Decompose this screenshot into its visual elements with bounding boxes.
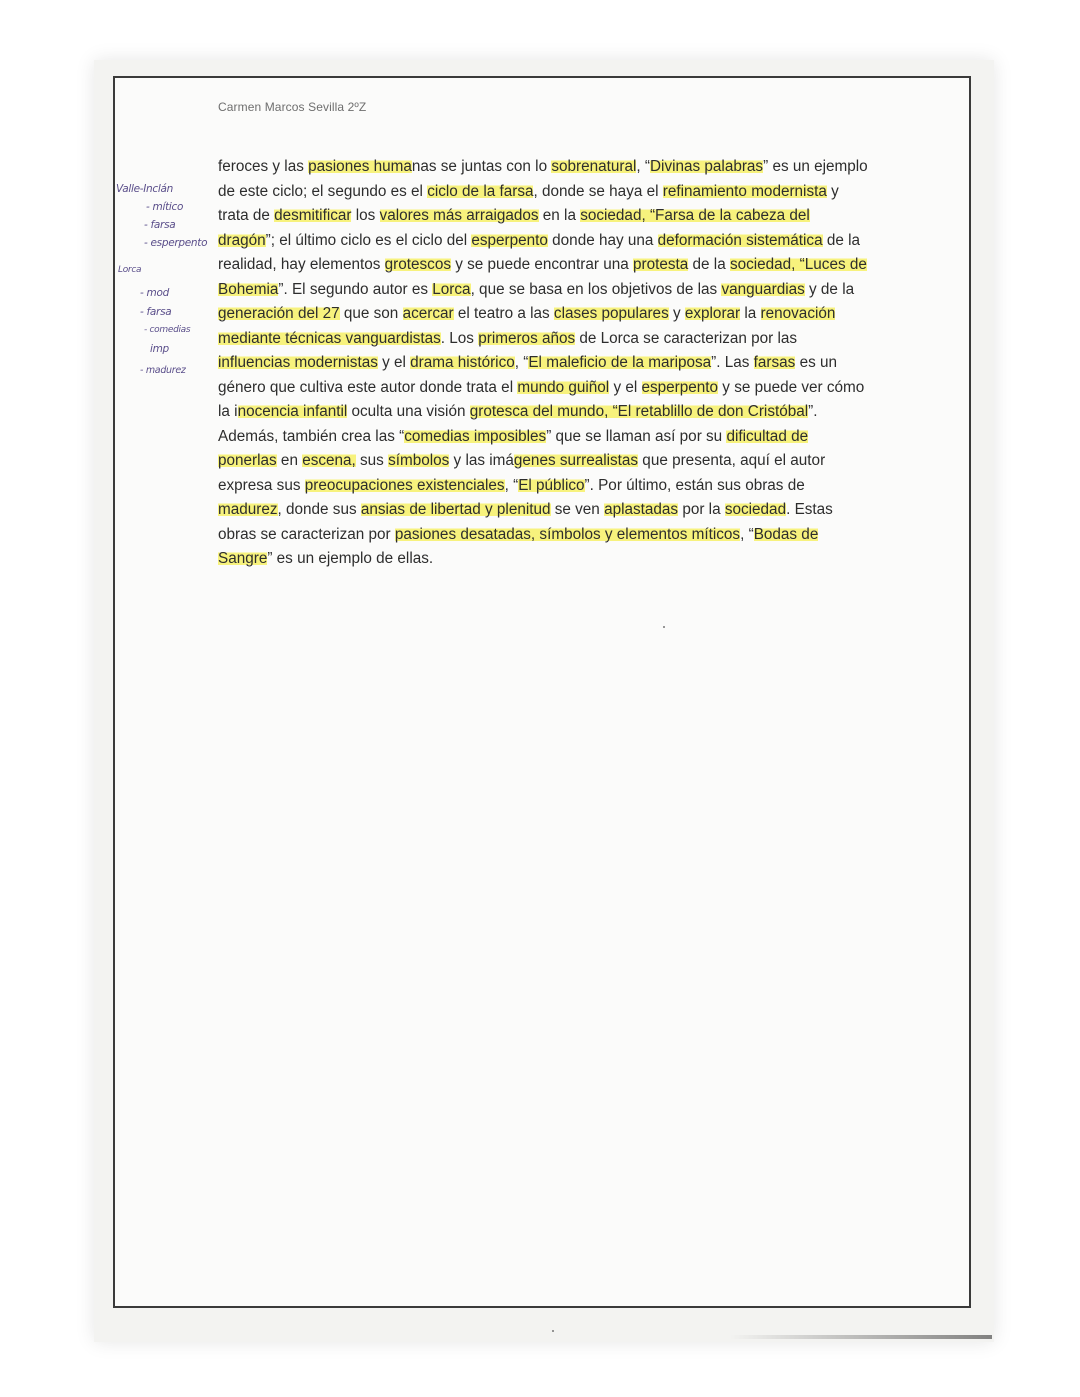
text-run: , “ bbox=[740, 525, 754, 543]
highlighted-text: farsas bbox=[753, 354, 796, 371]
text-run: de la realidad, hay elementos bbox=[218, 231, 861, 273]
text-run: se ven bbox=[550, 501, 605, 518]
text-run: y de la bbox=[804, 280, 855, 298]
margin-note: Valle-Inclán bbox=[116, 183, 173, 195]
highlighted-text: comedias imposibles bbox=[404, 427, 547, 445]
text-run: de Lorca se caracterizan por las bbox=[575, 329, 798, 347]
text-run: en la bbox=[538, 207, 581, 224]
text-run: el teatro a las bbox=[453, 305, 554, 322]
highlighted-text: drama histórico bbox=[410, 354, 515, 371]
highlighted-text: El público bbox=[518, 476, 585, 494]
margin-note: - comedias bbox=[144, 325, 191, 335]
highlighted-text: explorar bbox=[684, 305, 741, 322]
speck bbox=[663, 626, 665, 628]
text-run: en bbox=[276, 452, 303, 469]
margin-note: imp bbox=[150, 343, 169, 355]
essay-paragraph bbox=[218, 155, 868, 572]
speck bbox=[552, 1330, 554, 1332]
text-run: , donde sus bbox=[277, 501, 361, 518]
text-run: ” es un ejemplo de ellas. bbox=[267, 550, 434, 567]
text-run: y el bbox=[609, 378, 642, 396]
highlighted-text: deformación sistemática bbox=[657, 231, 823, 249]
highlighted-text: sociedad, “Luces de Bohemia bbox=[218, 256, 867, 298]
text-run: nas se juntas con lo bbox=[411, 158, 552, 175]
text-run: que son bbox=[339, 305, 403, 322]
highlighted-text: El maleficio de la mariposa bbox=[528, 354, 712, 371]
text-run: ”. Además, también crea las “ bbox=[218, 403, 818, 445]
highlighted-text: vanguardias bbox=[721, 280, 805, 298]
highlighted-text: influencias modernistas bbox=[218, 354, 378, 371]
margin-note: - madurez bbox=[140, 365, 186, 376]
highlighted-text: Divinas palabras bbox=[650, 158, 764, 175]
text-run: ” que se llaman así por su bbox=[546, 427, 727, 445]
highlighted-text: primeros años bbox=[478, 329, 576, 347]
highlighted-text: dificultad de ponerlas bbox=[218, 427, 809, 469]
text-run: ” es un ejemplo de este ciclo; el segundo es el bbox=[218, 158, 868, 200]
text-run: y las imá bbox=[449, 452, 514, 469]
text-run: y se puede encontrar una bbox=[451, 256, 633, 273]
margin-note: - mod bbox=[140, 287, 169, 299]
highlighted-text: pasiones desatadas, símbolos y elementos míticos bbox=[394, 525, 741, 543]
highlighted-text: grotesca del mundo, “El retablillo de don Cristóbal bbox=[469, 403, 809, 420]
text-run: ”. Por último, están sus obras de bbox=[584, 476, 805, 494]
highlighted-text: protesta bbox=[633, 256, 689, 273]
text-run: que presenta, aquí el autor expresa sus bbox=[218, 452, 826, 494]
text-run: , “ bbox=[514, 354, 529, 371]
text-run: es un género que cultiva este autor donde trata el bbox=[218, 354, 837, 396]
text-run: de la bbox=[688, 256, 730, 273]
margin-note: - farsa bbox=[140, 306, 172, 318]
paper-edge-shadow bbox=[730, 1335, 992, 1339]
highlighted-text: grotescos bbox=[384, 256, 451, 273]
text-run: . Los bbox=[440, 329, 479, 347]
text-run: donde hay una bbox=[547, 231, 658, 249]
highlighted-text: generación del 27 bbox=[218, 305, 340, 322]
essay-body bbox=[218, 155, 868, 572]
text-run: y trata de bbox=[218, 182, 839, 224]
highlighted-text: sociedad, “Farsa de la cabeza del dragón bbox=[218, 207, 810, 249]
text-run: ”; el último ciclo es el ciclo del bbox=[265, 231, 472, 249]
text-run: por la bbox=[678, 501, 725, 518]
highlighted-text: valores más arraigados bbox=[379, 207, 539, 224]
text-run: , que se basa en los objetivos de las bbox=[470, 280, 722, 298]
highlighted-text: renovación mediante técnicas vanguardistas bbox=[218, 305, 836, 347]
highlighted-text: clases populares bbox=[553, 305, 669, 322]
margin-note: - farsa bbox=[144, 219, 176, 231]
text-run: y se puede ver cómo la i bbox=[218, 378, 865, 420]
highlighted-text: aplastadas bbox=[604, 501, 679, 518]
text-run: sus bbox=[355, 452, 389, 469]
highlighted-text: acercar bbox=[402, 305, 454, 322]
text-run: ”. El segundo autor es bbox=[278, 280, 433, 298]
margin-note: - mítico bbox=[146, 201, 184, 213]
highlighted-text: sobrenatural bbox=[551, 158, 637, 175]
highlighted-text: madurez bbox=[218, 501, 278, 518]
text-run: oculta una visión bbox=[347, 403, 470, 420]
highlighted-text: preocupaciones existenciales bbox=[304, 476, 505, 494]
text-run: , “ bbox=[636, 158, 650, 175]
margin-note: - esperpento bbox=[144, 237, 208, 249]
highlighted-text: mundo guiñol bbox=[517, 378, 610, 396]
text-run: la bbox=[740, 305, 761, 322]
highlighted-text: símbolos bbox=[388, 452, 450, 469]
highlighted-text: desmitificar bbox=[274, 207, 352, 224]
author-header: Carmen Marcos Sevilla 2ºZ bbox=[218, 100, 367, 114]
text-run: , donde se haya el bbox=[533, 182, 663, 200]
highlighted-text: ciclo de la farsa bbox=[427, 182, 534, 200]
highlighted-text: genes surrealistas bbox=[513, 452, 639, 469]
highlighted-text: Lorca bbox=[432, 280, 471, 298]
highlighted-text: ansias de libertad y plenitud bbox=[360, 501, 551, 518]
text-run: feroces y las bbox=[218, 158, 309, 175]
text-run: , “ bbox=[504, 476, 519, 494]
highlighted-text: escena, bbox=[302, 452, 356, 469]
highlighted-text: pasiones huma bbox=[308, 158, 412, 175]
highlighted-text: sociedad bbox=[724, 501, 787, 518]
text-run: . Estas obras se caracterizan por bbox=[218, 501, 833, 543]
text-run: y el bbox=[377, 354, 411, 371]
margin-note: Lorca bbox=[118, 265, 142, 275]
text-run: y bbox=[668, 305, 685, 322]
text-run: los bbox=[351, 207, 380, 224]
highlighted-text: esperpento bbox=[641, 378, 719, 396]
highlighted-text: refinamiento modernista bbox=[662, 182, 827, 200]
highlighted-text: Bodas de Sangre bbox=[218, 525, 819, 567]
highlighted-text: esperpento bbox=[471, 231, 548, 249]
highlighted-text: nocencia infantil bbox=[237, 403, 348, 420]
text-run: ”. Las bbox=[711, 354, 754, 371]
